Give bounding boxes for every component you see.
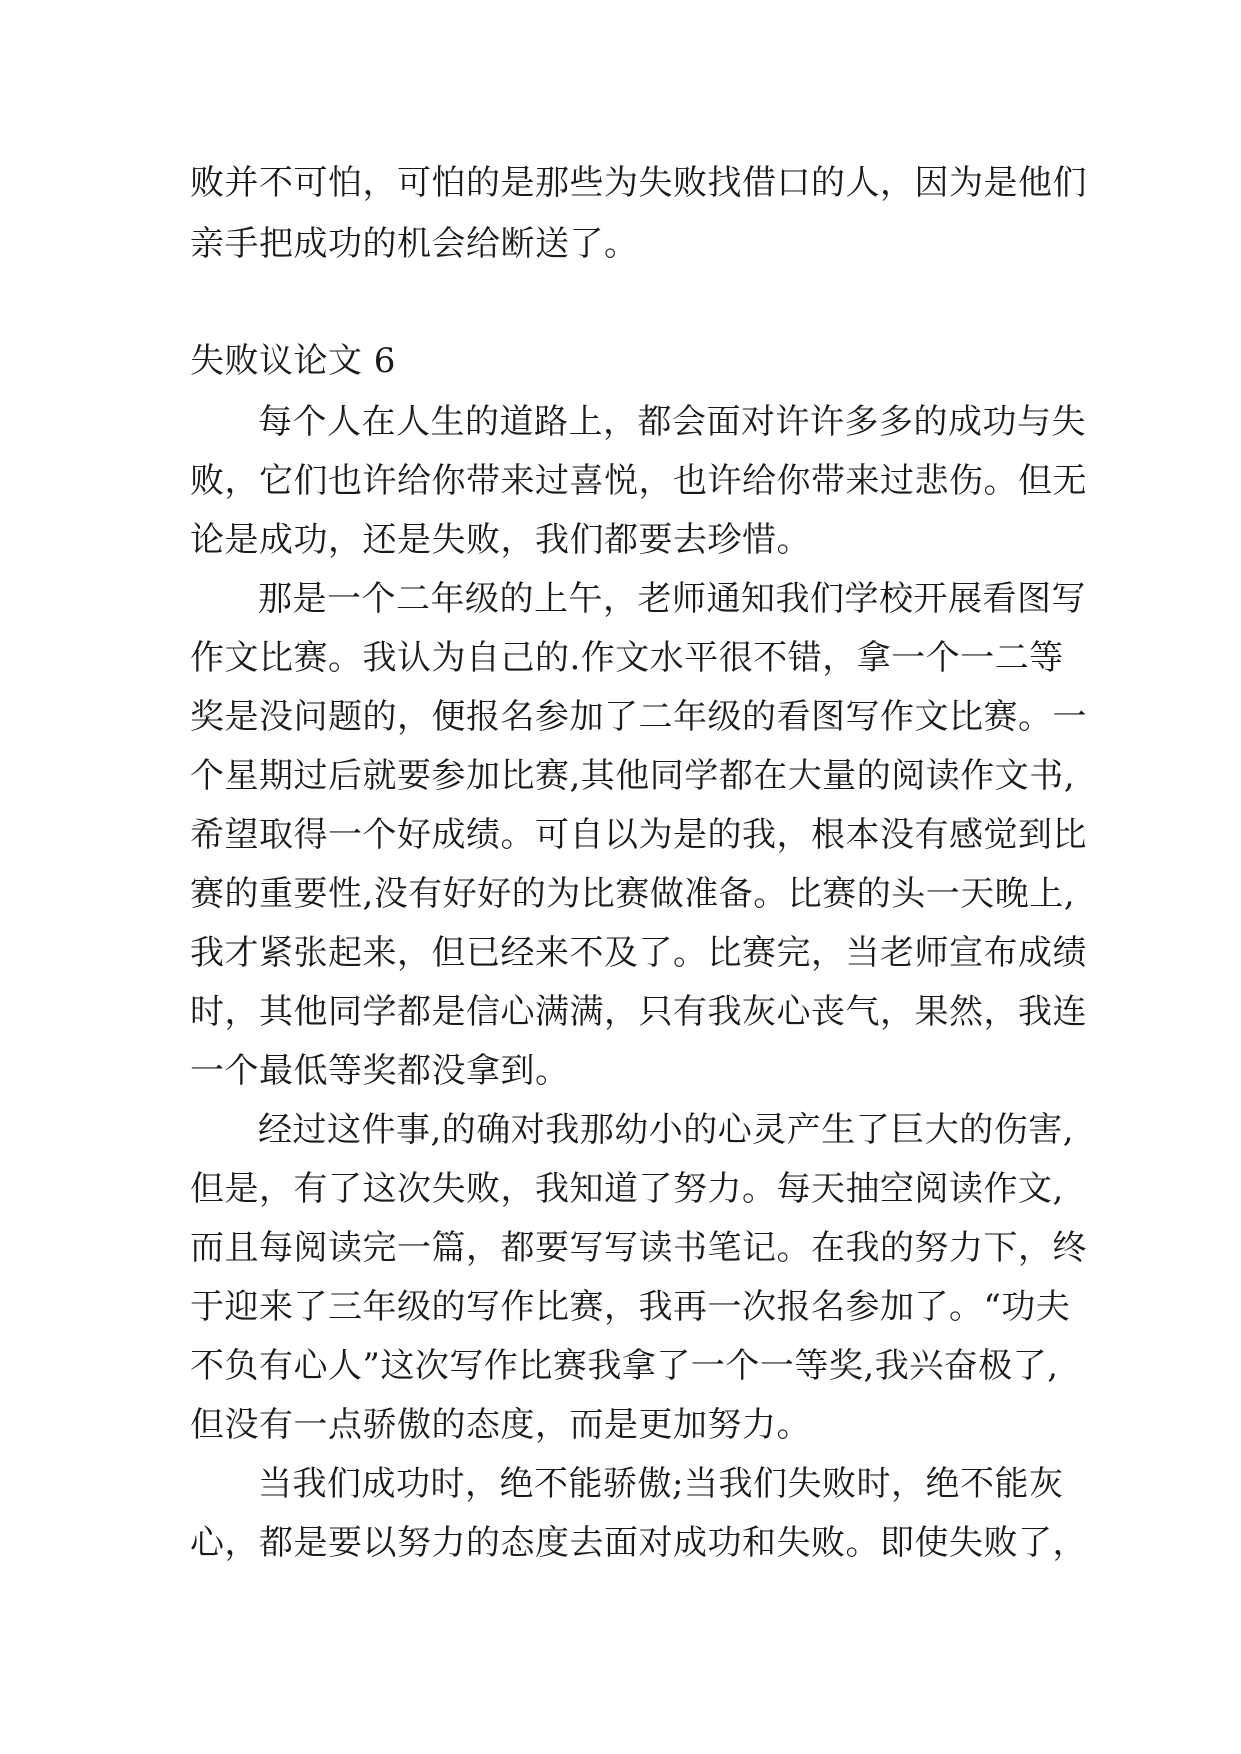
text-line: 赛的重要性,没有好好的为比赛做准备。比赛的头一天晚上,	[190, 874, 1076, 914]
text-line: 但没有一点骄傲的态度，而是更加努力。	[190, 1405, 811, 1445]
text-line: 我才紧张起来，但已经来不及了。比赛完，当老师宣布成绩	[190, 933, 1087, 973]
text-line: 不负有心人”这次写作比赛我拿了一个一等奖,我兴奋极了,	[190, 1346, 1059, 1386]
text-line: 作文比赛。我认为自己的.作文水平很不错，拿一个一二等	[190, 638, 1064, 678]
text-line: 亲手把成功的机会给断送了。	[190, 224, 639, 264]
text-line: 个星期过后就要参加比赛,其他同学都在大量的阅读作文书,	[190, 756, 1076, 796]
text-line: 时，其他同学都是信心满满，只有我灰心丧气，果然，我连	[190, 992, 1087, 1032]
text-line: 希望取得一个好成绩。可自以为是的我，根本没有感觉到比	[190, 815, 1087, 855]
paragraph-first-line: 那是一个二年级的上午，老师通知我们学校开展看图写	[258, 579, 1086, 619]
text-line: 而且每阅读完一篇，都要写写读书笔记。在我的努力下，终	[190, 1228, 1087, 1268]
text-line: 败并不可怕，可怕的是那些为失败找借口的人，因为是他们	[190, 163, 1087, 203]
text-line: 败，它们也许给你带来过喜悦，也许给你带来过悲伤。但无	[190, 461, 1087, 501]
section-heading: 失败议论文 6	[190, 341, 396, 381]
paragraph-first-line: 当我们成功时，绝不能骄傲;当我们失败时，绝不能灰	[258, 1464, 1064, 1504]
text-line: 但是，有了这次失败，我知道了努力。每天抽空阅读作文,	[190, 1169, 1064, 1209]
text-line: 论是成功，还是失败，我们都要去珍惜。	[190, 520, 811, 560]
text-line: 于迎来了三年级的写作比赛，我再一次报名参加了。“功夫	[190, 1287, 1071, 1327]
paragraph-first-line: 每个人在人生的道路上，都会面对许许多多的成功与失	[258, 402, 1086, 442]
text-line: 心，都是要以努力的态度去面对成功和失败。即使失败了，	[190, 1523, 1087, 1563]
text-line: 奖是没问题的，便报名参加了二年级的看图写作文比赛。一	[190, 697, 1087, 737]
text-line: 一个最低等奖都没拿到。	[190, 1051, 570, 1091]
paragraph-first-line: 经过这件事,的确对我那幼小的心灵产生了巨大的伤害,	[258, 1110, 1075, 1150]
